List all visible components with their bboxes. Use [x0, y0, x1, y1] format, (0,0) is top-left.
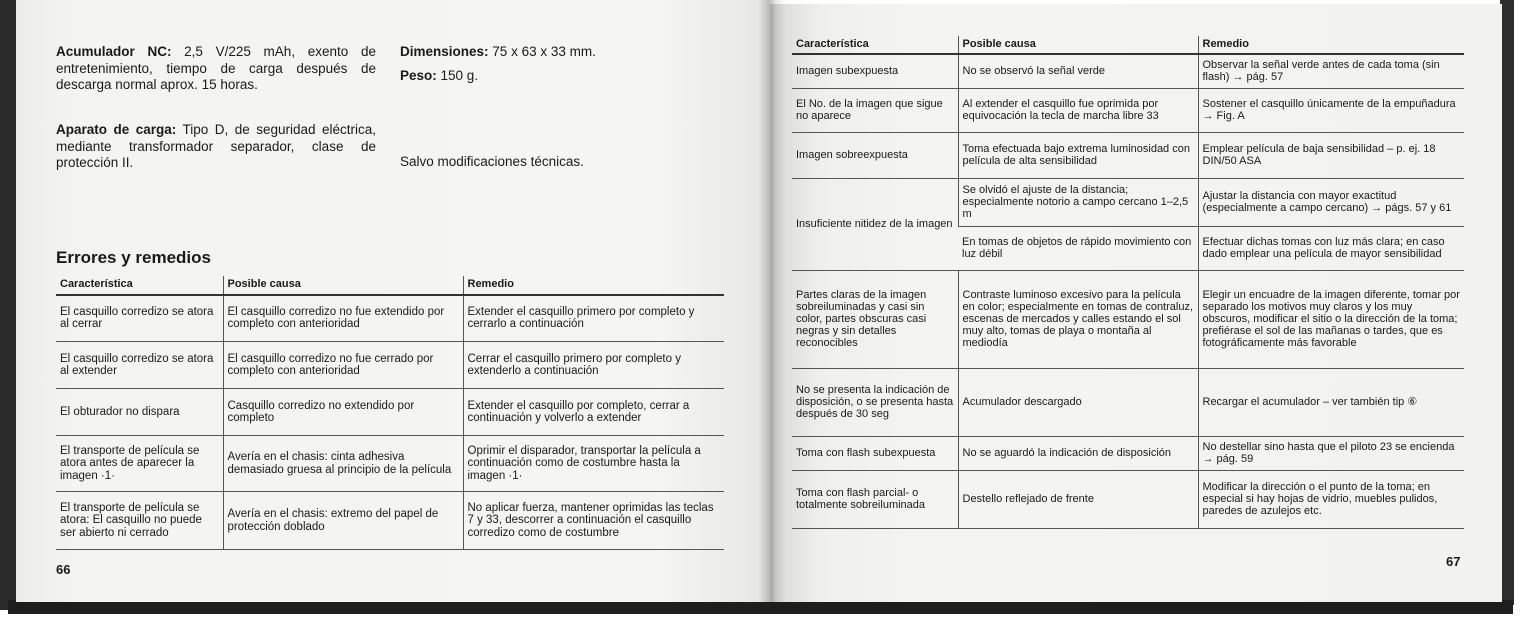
remedy-cell: Recargar el acumulador – ver también tip ⑥: [1198, 368, 1464, 436]
header-possible-cause: Posible causa: [958, 36, 1198, 54]
charger-spec: [56, 122, 376, 172]
table-row: [792, 470, 1464, 528]
weight-spec-text: 150 g.: [440, 68, 479, 83]
table-row: [56, 342, 724, 389]
table-row: [56, 389, 724, 436]
page-number-right: 67: [1446, 554, 1461, 569]
cause-cell: Al extender el casquillo fue oprimida por equivocación la tecla de marcha libre 33: [958, 88, 1198, 132]
characteristic-cell: Partes claras de la imagen sobreiluminadas y casi sin color, partes obscuras casi negras y sin detalles reconocibles: [792, 270, 958, 368]
cause-cell: Acumulador descargado: [958, 368, 1198, 436]
characteristic-cell: Imagen subexpuesta: [792, 54, 958, 88]
table-row: [56, 436, 724, 492]
characteristic-cell: Toma con flash subexpuesta: [792, 436, 958, 470]
section-title: Errores y remedios: [56, 248, 211, 267]
remedy-cell: No destellar sino hasta que el piloto 23 se encienda → pág. 59: [1198, 436, 1464, 470]
table-row: [792, 132, 1464, 178]
characteristic-cell: El obturador no dispara: [56, 389, 223, 436]
book-gutter: [758, 0, 786, 602]
table-row: [792, 178, 1464, 226]
characteristic-cell: El casquillo corredizo se atora al cerrar: [56, 295, 223, 342]
characteristic-cell: El No. de la imagen que sigue no aparece: [792, 88, 958, 132]
page-number-left: 66: [56, 562, 71, 577]
header-characteristic: Característica: [56, 276, 223, 295]
left-page: [16, 0, 770, 602]
remedy-cell: Extender el casquillo primero por completo y cerrarlo a continuación: [463, 295, 724, 342]
cause-cell: Avería en el chasis: cinta adhesiva demasiado gruesa al principio de la película: [223, 436, 463, 492]
cause-cell: Se olvidó el ajuste de la distancia; especialmente notorio a campo cercano 1–2,5 m: [958, 178, 1198, 226]
header-remedy: Remedio: [463, 276, 724, 295]
table-row: [56, 295, 724, 342]
characteristic-cell: El casquillo corredizo se atora al extender: [56, 342, 223, 389]
cause-cell: Casquillo corredizo no extendido por completo: [223, 389, 463, 436]
dimensions-spec-text: 75 x 63 x 33 mm.: [492, 44, 596, 59]
table-row: [56, 492, 724, 550]
remedy-cell: Oprimir el disparador, transportar la película a continuación como de costumbre hasta la imagen ·1·: [463, 436, 724, 492]
remedy-cell: Extender el casquillo por completo, cerrar a continuación y volverlo a extender: [463, 389, 724, 436]
weight-spec: [400, 68, 720, 85]
characteristic-cell: Insuficiente nitidez de la imagen: [792, 178, 958, 270]
cause-cell: No se aguardó la indicación de disposición: [958, 436, 1198, 470]
characteristic-cell: El transporte de película se atora antes de aparecer la imagen ·1·: [56, 436, 223, 492]
characteristic-cell: No se presenta la indicación de disposición, o se presenta hasta después de 30 seg: [792, 368, 958, 436]
table-row: [792, 368, 1464, 436]
battery-spec-label: Acumulador NC:: [56, 44, 172, 59]
header-characteristic: Característica: [792, 36, 958, 54]
remedy-cell: Elegir un encuadre de la imagen diferente, tomar por separado los motivos muy claros y los muy obscuros, modificar el sitio o la dirección de la toma; prefiérase el sol de las mañanas o tardes, que es fotográficamente más favorable: [1198, 270, 1464, 368]
remedy-cell: Ajustar la distancia con mayor exactitud (especialmente a campo cercano) → págs. 57 y 61: [1198, 178, 1464, 226]
remedy-cell: Efectuar dichas tomas con luz más clara; en caso dado emplear una película de mayor sensibilidad: [1198, 226, 1464, 270]
table-header-row: [56, 276, 724, 295]
remedy-cell: No aplicar fuerza, mantener oprimidas las teclas 7 y 33, descorrer a continuación el casquillo corredizo como de costumbre: [463, 492, 724, 550]
dimensions-spec: [400, 44, 720, 61]
remedy-cell: Modificar la dirección o el punto de la toma; en especial si hay hojas de vidrio, muebles pulidos, paredes de azulejos etc.: [1198, 470, 1464, 528]
cause-cell: Contraste luminoso excesivo para la película en color; especialmente en tomas de contraluz, escenas de mercados y calles estando el sol muy alto, tomas de playa o montaña al mediodía: [958, 270, 1198, 368]
battery-spec-text: 2,5 V/225 mAh, exento de entretenimiento, tiempo de carga después de descarga normal aprox. 15 horas.: [56, 44, 376, 92]
right-page: [770, 4, 1502, 602]
remedy-cell: Cerrar el casquillo primero por completo y extenderlo a continuación: [463, 342, 724, 389]
characteristic-cell: El transporte de película se atora: El casquillo no puede ser abierto ni cerrado: [56, 492, 223, 550]
remedy-cell: Observar la señal verde antes de cada toma (sin flash) → pág. 57: [1198, 54, 1464, 88]
technical-changes-note: Salvo modificaciones técnicas.: [400, 154, 584, 169]
header-possible-cause: Posible causa: [223, 276, 463, 295]
cause-cell: En tomas de objetos de rápido movimiento con luz débil: [958, 226, 1198, 270]
weight-spec-label: Peso:: [400, 68, 437, 83]
table-row: [792, 88, 1464, 132]
table-row: [792, 436, 1464, 470]
cause-cell: Toma efectuada bajo extrema luminosidad con película de alta sensibilidad: [958, 132, 1198, 178]
battery-spec: [56, 44, 376, 94]
table-row: [792, 270, 1464, 368]
remedy-cell: Sostener el casquillo únicamente de la empuñadura → Fig. A: [1198, 88, 1464, 132]
cause-cell: El casquillo corredizo no fue extendido por completo con anterioridad: [223, 295, 463, 342]
dimensions-spec-label: Dimensiones:: [400, 44, 489, 59]
cause-cell: El casquillo corredizo no fue cerrado por completo con anterioridad: [223, 342, 463, 389]
cause-cell: No se observó la señal verde: [958, 54, 1198, 88]
remedy-cell: Emplear película de baja sensibilidad – p. ej. 18 DIN/50 ASA: [1198, 132, 1464, 178]
table-row: [792, 54, 1464, 88]
errors-table-right: [792, 36, 1464, 529]
characteristic-cell: Toma con flash parcial- o totalmente sobreiluminada: [792, 470, 958, 528]
characteristic-cell: Imagen sobreexpuesta: [792, 132, 958, 178]
errors-table-left: [56, 276, 724, 550]
header-remedy: Remedio: [1198, 36, 1464, 54]
book-cover-right-edge: [1500, 0, 1514, 605]
charger-spec-text: Tipo D, de seguridad eléctrica, mediante transformador separador, clase de protección II.: [56, 122, 377, 170]
cause-cell: Avería en el chasis: extremo del papel de protección doblado: [223, 492, 463, 550]
charger-spec-label: Aparato de carga:: [56, 122, 177, 137]
cause-cell: Destello reflejado de frente: [958, 470, 1198, 528]
book-cover-bottom-edge: [8, 600, 1513, 614]
table-header-row: [792, 36, 1464, 54]
